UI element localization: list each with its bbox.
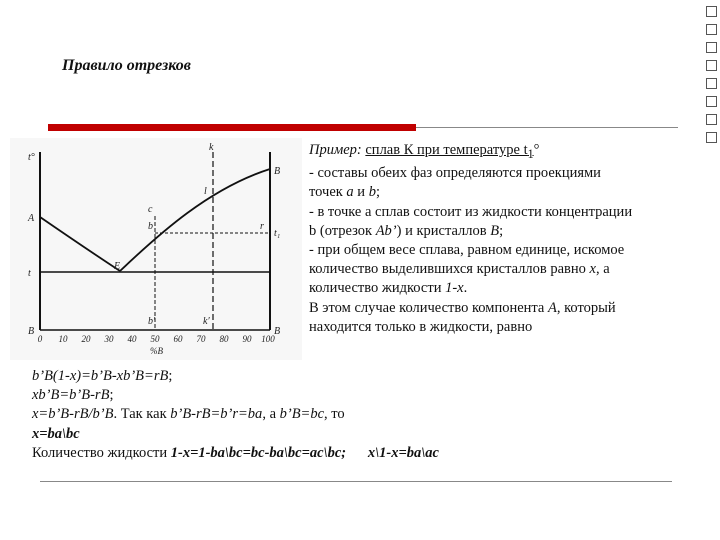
- text-run: В этом случае количество компонента: [309, 299, 548, 316]
- corner-square-icon: [706, 24, 717, 35]
- x-tick: 20: [81, 334, 91, 344]
- example-text: [309, 141, 719, 337]
- x-tick: 40: [127, 334, 137, 344]
- example-lead-main: сплав К при температуре t: [365, 142, 528, 158]
- point-b-prime: b′: [148, 316, 156, 327]
- example-line-5: - при общем весе сплава, равном единице, искомое: [309, 241, 625, 258]
- text-run: b’B-rB=b’r=ba: [170, 406, 263, 423]
- text-run: b (отрезок: [309, 222, 376, 239]
- text-run: B: [490, 222, 500, 239]
- text-run: Количество жидкости: [32, 444, 171, 461]
- text-run: 1-x: [445, 280, 464, 297]
- text-run: b’B=bc: [279, 406, 325, 423]
- x-tick: 100: [261, 334, 275, 344]
- formula-3: [32, 406, 345, 422]
- corner-square-icon: [706, 78, 717, 89]
- text-run: x=b’B-rB/b’B: [32, 406, 114, 423]
- text-run: , а: [262, 406, 280, 423]
- text-run: А: [548, 299, 557, 316]
- text-run: ;: [168, 368, 173, 384]
- text-run: B: [159, 368, 169, 384]
- formula-2: [32, 387, 113, 403]
- x-tick: 10: [58, 334, 68, 344]
- example-line-8: [309, 300, 616, 316]
- text-run: ) и кристаллов: [396, 222, 491, 239]
- text-run: x: [589, 261, 596, 278]
- point-c: c: [148, 204, 153, 215]
- text-run: количество выделившихся кристаллов равно: [309, 261, 590, 278]
- right-label-B: B: [274, 166, 281, 177]
- point-b: b: [148, 221, 153, 232]
- text-run: ;: [499, 222, 504, 239]
- left-label-t: t: [28, 268, 31, 279]
- x-tick: 60: [173, 334, 183, 344]
- text-run: ;: [375, 184, 380, 201]
- point-k: k: [209, 142, 214, 153]
- text-run: b: [368, 184, 376, 201]
- diagram-background: [10, 138, 302, 360]
- corner-square-icon: [706, 6, 717, 17]
- x-tick: 80: [219, 334, 229, 344]
- formula-5: [32, 445, 439, 461]
- text-run: . Так как: [113, 406, 171, 423]
- x-tick: 30: [104, 334, 114, 344]
- example-line-7: [309, 280, 467, 296]
- example-lead-text: [365, 142, 534, 161]
- point-E: E: [114, 261, 121, 272]
- example-lead-deg: °: [533, 142, 540, 158]
- text-run: количество жидкости: [309, 280, 446, 297]
- x-tick: 50: [150, 334, 160, 344]
- example-lead-label: Пример:: [309, 142, 362, 158]
- text-run: a: [346, 184, 354, 201]
- slide-title: Правило отрезков: [62, 57, 191, 74]
- text-run: B: [100, 387, 110, 404]
- formulas-block: [32, 367, 692, 463]
- text-run: , а: [595, 261, 610, 278]
- x-tick: 70: [196, 334, 206, 344]
- title-underline-accent: [48, 124, 416, 131]
- text-run: 1-x=1-ba\bc=bc-ba\bc=ac\bc;: [170, 444, 347, 461]
- point-k-prime: k′: [203, 316, 210, 327]
- corner-square-icon: [706, 42, 717, 53]
- y-axis-top-label: t°: [28, 152, 35, 163]
- text-run: Ab’: [375, 222, 397, 239]
- right-label-B-bottom: B: [274, 326, 281, 337]
- example-line-2: [309, 184, 380, 200]
- left-label-A: A: [28, 213, 35, 224]
- text-run: , который: [556, 299, 616, 316]
- x-tick: 0: [37, 334, 43, 344]
- corner-square-icon: [706, 96, 717, 107]
- text-run: b’B(1-x)=b’B-xb’B=r: [32, 368, 160, 384]
- text-run: ;: [109, 387, 114, 404]
- left-label-B: B: [28, 326, 35, 337]
- text-run: x\1-x=ba\ac: [367, 444, 439, 461]
- example-line-9: находится только в жидкости, равно: [309, 318, 533, 335]
- example-line-4: [309, 223, 503, 239]
- title-underline-thin: [416, 127, 678, 128]
- bottom-divider: [40, 481, 672, 482]
- point-l: l: [204, 186, 207, 197]
- corner-square-icon: [706, 60, 717, 71]
- example-line-6: [309, 261, 610, 277]
- example-lead-sub: 1: [527, 146, 534, 161]
- phase-diagram: [10, 138, 302, 360]
- right-label-t1: t₁: [274, 228, 281, 239]
- text-run: xb’B=b’B-r: [32, 387, 101, 404]
- formula-4: x=ba\bc: [32, 425, 80, 442]
- example-line-3: - в точке а сплав состоит из жидкости концентрации: [309, 203, 633, 220]
- example-line-1: - составы обеих фаз определяются проекциями: [309, 165, 601, 182]
- x-axis-label: %B: [150, 346, 163, 356]
- text-run: точек: [309, 184, 347, 201]
- text-run: .: [463, 280, 468, 297]
- formula-1: [32, 368, 172, 384]
- x-tick: 90: [242, 334, 252, 344]
- corner-square-icon: [706, 114, 717, 125]
- point-r: r: [260, 221, 264, 232]
- title-underline: [48, 124, 678, 132]
- text-run: [346, 445, 368, 461]
- text-run: и: [353, 184, 369, 201]
- text-run: , то: [324, 406, 345, 423]
